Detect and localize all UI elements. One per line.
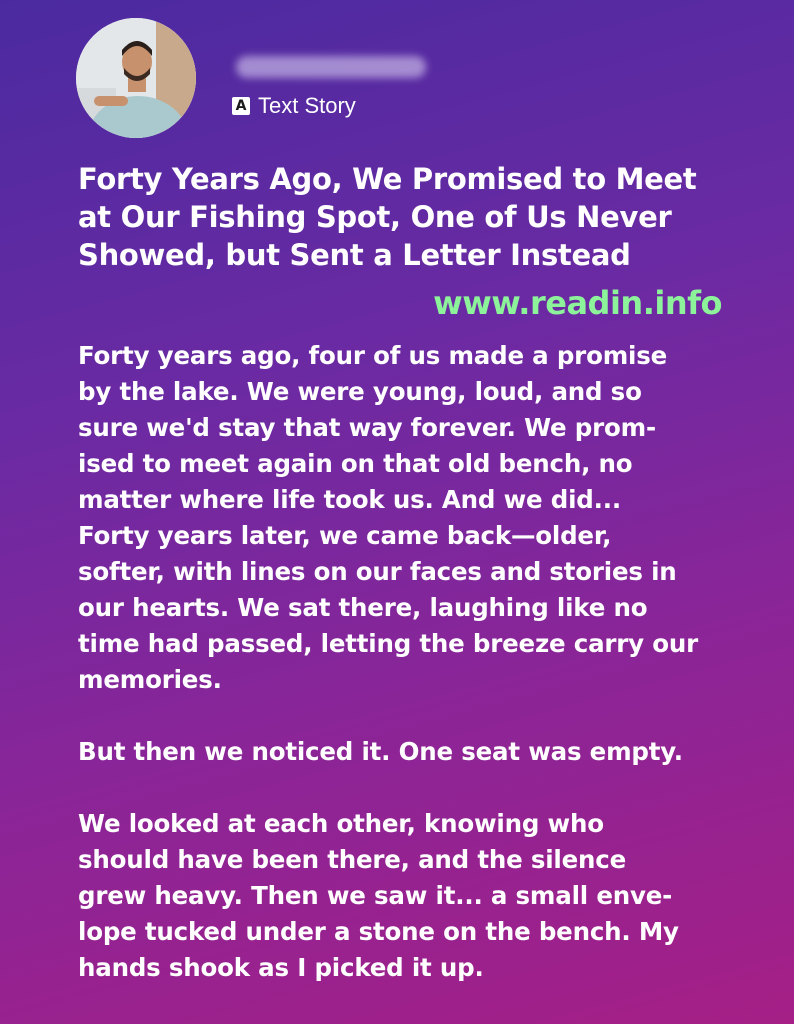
story-paragraph: Forty years ago, four of us made a promise by the lake. We were young, loud, and so sure we'd stay that way forever. We prom- ised to meet again on that old bench, no matter where life took us. And we did... Forty years later, we came back—older, softer, with lines on our faces and stories in our hearts. We sat there, laughing like no time had passed, letting the breeze carry our memories. <box>78 341 699 694</box>
text-story-icon: A <box>232 97 250 115</box>
author-name[interactable] <box>236 56 426 78</box>
story-type-badge <box>232 93 356 119</box>
author-header <box>76 18 716 140</box>
site-link[interactable]: www.readin.info <box>433 284 722 322</box>
author-avatar[interactable] <box>76 18 196 138</box>
story-paragraph: We looked at each other, knowing who should have been there, and the silence grew heavy. Then we saw it... a small enve- lope tucked under a stone on the bench. My hands shook as I picked it up. <box>78 809 679 982</box>
avatar-photo <box>76 18 196 138</box>
story-title: Forty Years Ago, We Promised to Meet at Our Fishing Spot, One of Us Never Showed, but Sent a Letter Instead <box>78 162 697 272</box>
story-type-label: Text Story <box>258 93 356 118</box>
story-paragraph: But then we noticed it. One seat was empty. <box>78 737 683 766</box>
story-body <box>78 338 718 1022</box>
